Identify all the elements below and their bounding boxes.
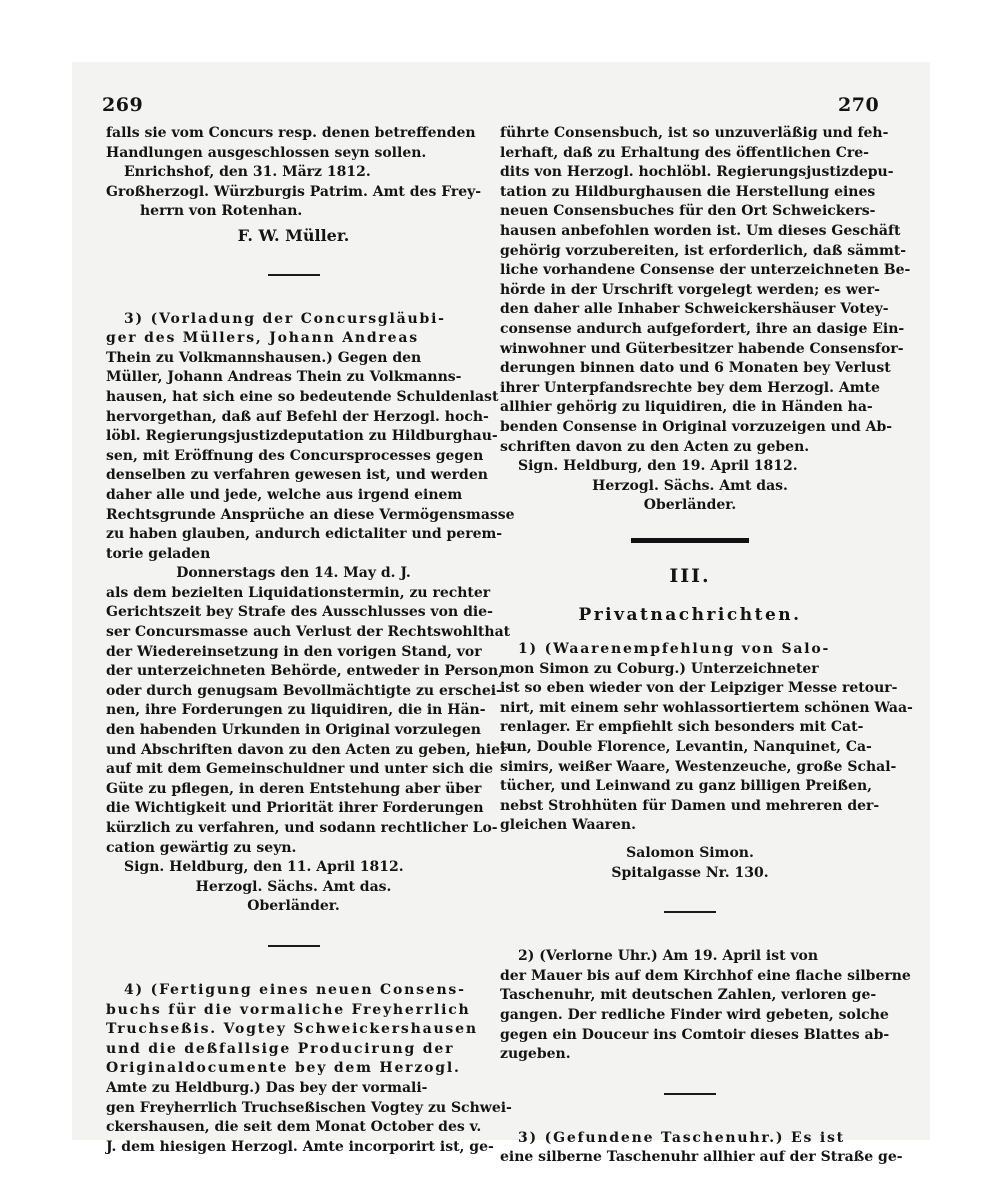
text-line: als dem bezielten Liquidationstermin, zu rechter [106,584,491,601]
text-line: liche vorhandene Consense der unterzeichneten Be- [500,262,911,279]
notice-heading: Truchseßis. Vogtey Schweickershausen [106,1021,478,1038]
text-line: nen, ihre Forderungen zu liquidiren, die in Hän- [106,702,486,719]
text-line: Güte zu pflegen, in deren Entstehung aber über [106,780,482,797]
text-line: tation zu Hildburghausen die Herstellung eines [500,183,876,200]
notice-heading: Originaldocumente bey dem Herzogl. [106,1060,461,1077]
text-line: Gerichtszeit bey Strafe des Ausschlusses von die- [106,604,493,621]
text-line: simirs, weißer Waare, Westenzeuche, große Schal- [500,758,897,775]
sign-office: Herzogl. Sächs. Amt das. [195,878,392,895]
signature: F. W. Müller. [237,225,350,245]
place-date: Enrichshof, den 31. März 1812. [124,164,371,181]
text-line: hervorgethan, daß auf Befehl der Herzogl. hoch- [106,408,489,425]
section-rule [631,538,749,543]
text-line: ckershausen, die seit dem Monat October des v. [106,1119,482,1136]
text-line: zugeben. [500,1046,571,1063]
text-line: sen, mit Eröffnung des Concursprocesses gegen [106,447,484,464]
text-line: Taschenuhr, mit deutschen Zahlen, verloren ge- [500,987,877,1004]
text-line: den daher alle Inhaber Schweickershäuser Votey- [500,301,889,318]
notice-heading: 3) (Gefundene Taschenuhr.) Es ist [518,1129,845,1146]
text-line: der unterzeichneten Behörde, entweder in Person, [106,663,504,680]
section-title: Privatnachrichten. [578,605,802,626]
section-divider [664,1093,716,1095]
text-line: cation gewärtig zu seyn. [106,839,297,856]
text-line: gegen ein Douceur ins Comtoir dieses Blattes ab- [500,1026,890,1043]
text-line: und Abschriften davon zu den Acten zu geben, hier- [106,741,514,758]
text-line: auf mit dem Gemeinschuldner und unter sich die [106,761,494,778]
text-line: lerhaft, daß zu Erhaltung des öffentlichen Cre- [500,144,869,161]
text-line: der Mauer bis auf dem Kirchhof eine flache silberne [500,967,911,984]
text-line: eine silberne Taschenuhr allhier auf der Straße ge- [500,1149,903,1166]
notice-heading: buchs für die vormaliche Freyherrlich [106,1001,471,1018]
text-line: Rechtsgrunde Ansprüche an diese Vermögensmasse [106,506,515,523]
sign-name: Salomon Simon. [626,845,754,861]
notice-heading: 1) (Waarenempfehlung von Salo- [518,641,831,658]
text-line: führte Consensbuch, ist so unzuverläßig und feh- [500,125,889,141]
text-line: renlager. Er empfiehlt sich besonders mit Cat- [500,719,864,736]
private-notice-1 [500,640,913,883]
text-line: den habenden Urkunden in Original vorzulegen [106,722,481,739]
notice-4-continuation [500,124,911,516]
text-line: die Wichtigkeit und Priorität ihrer Forderungen [106,800,484,817]
text-line: nebst Strohhüten für Damen und mehreren der- [500,797,880,814]
text-line: torie geladen [106,545,211,562]
text-line: nirt, mit einem sehr wohlassortiertem schönen Waa- [500,699,913,716]
text-line: hörde in der Urschrift vorgelegt werden; es wer- [500,281,880,298]
text-line: neuen Consensbuches für den Ort Schweickers- [500,203,876,220]
section-divider [268,274,320,276]
sign-name: Oberländer. [643,497,737,514]
office-line: herrn von Rotenhan. [140,203,303,220]
sign-name: Oberländer. [247,898,340,915]
notice-heading: 3) (Vorladung der Concursgläubi- [124,310,446,327]
text-line: daher alle und jede, welche aus irgend einem [106,486,463,503]
page-number-left: 269 [102,94,144,116]
text-line: falls sie vom Concurs resp. denen betreffenden [106,125,476,141]
spacer [500,836,880,844]
private-notice-3 [500,1129,903,1168]
text-line: benden Consense in Original vorzuzeigen und Ab- [500,418,893,435]
sign-office: Herzogl. Sächs. Amt das. [592,477,788,494]
text-line: ihrer Unterpfandsrechte bey dem Herzogl. Amte [500,379,880,396]
text-line: dits von Herzogl. hochlöbl. Regierungsjustizdepu- [500,164,894,181]
text-line: gehörig vorzubereiten, ist erforderlich, daß sämmt- [500,242,907,259]
text-line: consense andurch aufgefordert, ihre an dasige Ein- [500,320,905,337]
text-line: oder durch genugsam Bevollmächtigte zu erschei- [106,682,502,699]
text-line: denselben zu verfahren gewesen ist, und werden [106,467,488,484]
private-notice-2 [500,947,911,1065]
section-number: III. [669,564,711,587]
text-line: gangen. Der redliche Finder wird gebeten, solche [500,1006,889,1023]
sign-place-date: Sign. Heldburg, den 11. April 1812. [124,859,404,876]
notice-3 [106,310,515,917]
notice-heading: ger des Müllers, Johann Andreas [106,330,419,347]
text-line: löbl. Regierungsjustizdeputation zu Hildburghau- [106,428,498,445]
notice-4 [106,981,512,1157]
notice-date: Donnerstags den 14. May d. J. [176,565,411,582]
text-line: mon Simon zu Coburg.) Unterzeichneter [500,660,819,677]
text-line: der Wiedereinsetzung in den vorigen Stand, vor [106,643,482,660]
text-line: kürzlich zu verfahren, und sodann rechtlicher Lo- [106,820,498,836]
text-line: gleichen Waaren. [500,817,636,834]
page-number-right: 270 [838,94,880,116]
text-line: Handlungen ausgeschlossen seyn sollen. [106,144,427,161]
notice-heading: 4) (Fertigung eines neuen Consens- [124,981,466,998]
text-line: allhier gehörig zu liquidiren, die in Händen ha- [500,399,873,416]
section-divider [664,911,716,913]
text-line: hausen, hat sich eine so bedeutende Schuldenlast [106,388,499,405]
left-column [106,124,515,1157]
notice-heading: und die deßfallsige Producirung der [106,1040,455,1057]
notice-heading: 2) (Verlorne Uhr.) Am 19. April ist von [518,948,819,965]
sign-place-date: Sign. Heldburg, den 19. April 1812. [518,458,798,475]
section-divider [268,945,320,947]
text-line: tun, Double Florence, Levantin, Nanquinet, Ca- [500,739,872,756]
text-line: gen Freyherrlich Truchseßischen Vogtey zu Schwei- [106,1099,512,1116]
sign-address: Spitalgasse Nr. 130. [611,864,769,881]
text-line: Müller, Johann Andreas Thein zu Volkmanns- [106,369,462,386]
text-line: ist so eben wieder von der Leipziger Messe retour- [500,680,898,697]
text-line: ser Concursmasse auch Verlust der Rechtswohlthat [106,624,511,641]
text-line: Thein zu Volkmannshausen.) Gegen den [106,349,422,366]
text-line: J. dem hiesigen Herzogl. Amte incorporirt ist, ge- [106,1138,494,1155]
text-line: tücher, und Leinwand zu ganz billigen Preißen, [500,778,872,795]
office-line: Großherzogl. Würzburgis Patrim. Amt des Frey- [106,183,482,200]
text-line: hausen anbefohlen worden ist. Um dieses Geschäft [500,222,901,239]
text-line: schriften davon zu den Acten zu geben. [500,438,810,455]
right-column [500,124,913,1168]
text-line: winwohner und Güterbesitzer habende Consensfor- [500,340,904,357]
text-line: Amte zu Heldburg.) Das bey der vormali- [106,1079,428,1096]
text-line: zu haben glauben, andurch edictaliter und perem- [106,526,503,543]
text-line: derungen binnen dato und 6 Monaten bey Verlust [500,360,891,377]
